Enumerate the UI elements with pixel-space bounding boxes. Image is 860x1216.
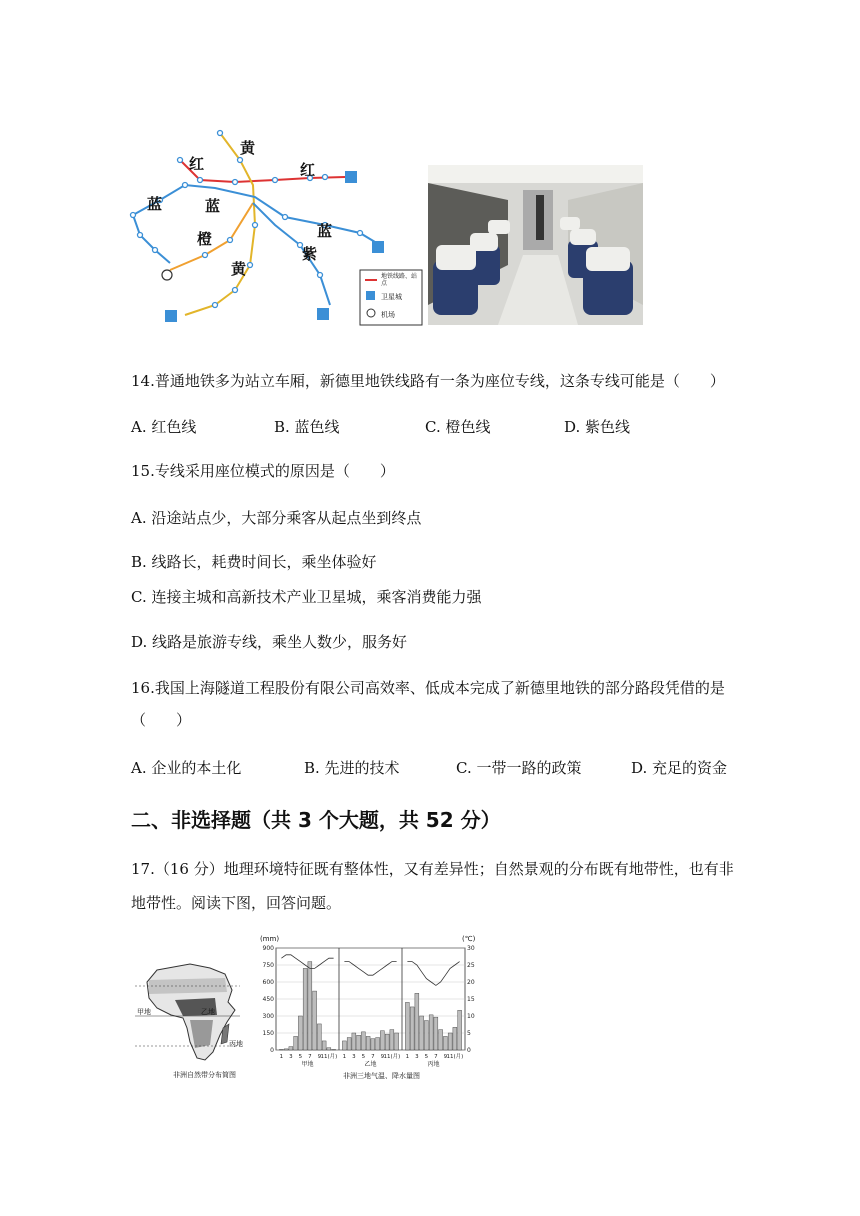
month-tick-label: 7	[371, 1054, 375, 1060]
precip-bar	[395, 1033, 399, 1050]
left-tick-label: 900	[262, 945, 274, 952]
map-caption: 非洲自然带分布简图	[173, 1071, 236, 1079]
metro-map-svg	[125, 125, 425, 330]
panel-label: 丙地	[427, 1061, 440, 1068]
panel-label: 甲地	[301, 1061, 314, 1068]
month-tick-label: 9	[317, 1054, 322, 1060]
precip-bar	[429, 1015, 433, 1050]
chart-caption: 非洲三地气温、降水量图	[343, 1072, 420, 1080]
question-14-option-a[interactable]: A. 红色线	[131, 418, 197, 436]
question-14-option-c[interactable]: C. 橙色线	[425, 418, 491, 436]
precip-bar	[317, 1024, 321, 1050]
metro-map-figure	[125, 125, 425, 330]
question-16-option-d[interactable]: D. 充足的资金	[631, 759, 728, 777]
map-label-yellow-south: 黄	[231, 260, 247, 278]
section-2-title: 二、非选择题（共 3 个大题，共 52 分）	[131, 808, 501, 832]
precip-bar	[405, 1002, 409, 1050]
left-tick-label: 150	[262, 1030, 274, 1037]
precip-bar	[376, 1038, 380, 1050]
right-tick-label: 25	[467, 962, 475, 969]
precip-bar	[347, 1038, 351, 1050]
map-label-jia: 甲地	[137, 1008, 151, 1016]
precip-bar	[371, 1039, 375, 1050]
left-tick-label: 750	[262, 962, 274, 969]
climate-chart-svg	[258, 935, 483, 1085]
map-label-yellow-top: 黄	[240, 139, 256, 157]
question-16-option-c[interactable]: C. 一带一路的政策	[456, 759, 582, 777]
temperature-line	[281, 955, 333, 969]
month-tick-label: 11(月)	[320, 1054, 338, 1060]
question-14-option-d[interactable]: D. 紫色线	[564, 418, 631, 436]
precip-bar	[410, 1007, 414, 1050]
right-tick-label: 15	[467, 996, 475, 1003]
question-15-stem: 15.专线采用座位模式的原因是（ ）	[131, 462, 395, 480]
question-16-stem-cont: （ ）	[131, 711, 192, 729]
right-tick-label: 20	[467, 979, 475, 986]
question-16-option-b[interactable]: B. 先进的技术	[304, 759, 400, 777]
africa-map-svg	[135, 960, 255, 1070]
month-tick-label: 5	[361, 1054, 366, 1060]
precip-bar	[366, 1036, 370, 1050]
month-tick-label: 3	[289, 1054, 293, 1060]
month-tick-label: 9	[443, 1054, 448, 1060]
precip-bar	[420, 1016, 424, 1050]
precip-bar	[332, 1049, 336, 1050]
red-line	[180, 160, 345, 182]
month-tick-label: 1	[342, 1054, 347, 1060]
question-17-stem: 17.（16 分）地理环境特征既有整体性，又有差异性；自然景观的分布既有地带性，也有非	[131, 860, 734, 878]
precip-bar	[361, 1032, 365, 1050]
precip-bar	[342, 1041, 346, 1050]
right-tick-label: 10	[467, 1013, 475, 1020]
month-tick-label: 9	[380, 1054, 385, 1060]
left-tick-label: 0	[270, 1047, 274, 1054]
right-tick-label: 5	[467, 1030, 471, 1037]
month-tick-label: 5	[424, 1054, 429, 1060]
panel-label: 乙地	[364, 1061, 377, 1068]
precip-bar	[439, 1030, 443, 1050]
month-tick-label: 1	[405, 1054, 410, 1060]
map-label-purple: 紫	[302, 245, 318, 263]
precip-bar	[308, 962, 312, 1050]
airport-icon	[162, 270, 172, 280]
temperature-line	[344, 962, 396, 976]
month-tick-label: 3	[415, 1054, 419, 1060]
blue-line-west	[133, 215, 170, 263]
precip-bar	[313, 991, 317, 1050]
question-15-option-d[interactable]: D. 线路是旅游专线，乘坐人数少，服务好	[131, 633, 408, 651]
precip-bar	[322, 1041, 326, 1050]
map-label-red-west: 红	[189, 155, 205, 173]
precip-bar	[284, 1049, 288, 1050]
right-tick-label: 30	[467, 945, 475, 952]
right-tick-label: 0	[467, 1047, 471, 1054]
precip-bar	[424, 1021, 428, 1050]
month-tick-label: 5	[298, 1054, 303, 1060]
question-14-stem: 14.普通地铁多为站立车厢，新德里地铁线路有一条为座位专线，这条专线可能是（ ）	[131, 372, 725, 390]
question-17-stem-cont: 地带性。阅读下图，回答问题。	[131, 894, 342, 912]
precip-bar	[390, 1030, 394, 1050]
legend-satellite-city: 卫星城	[381, 293, 402, 301]
month-tick-label: 7	[308, 1054, 312, 1060]
climate-chart-figure	[258, 935, 483, 1085]
map-label-blue-center: 蓝	[205, 197, 221, 215]
precip-bar	[458, 1010, 462, 1050]
map-label-bing: 丙地	[229, 1040, 243, 1048]
precip-bar	[357, 1035, 361, 1050]
precip-bar	[448, 1033, 452, 1050]
map-label-blue-east: 蓝	[317, 222, 333, 240]
precip-bar	[380, 1031, 384, 1050]
precip-bar	[279, 1049, 283, 1050]
precip-bar	[443, 1036, 447, 1050]
precip-bar	[294, 1036, 298, 1050]
train-interior-illustration	[428, 165, 643, 325]
africa-map-figure	[135, 960, 255, 1085]
month-tick-label: 11(月)	[383, 1054, 401, 1060]
legend-airport: 机场	[381, 311, 395, 319]
question-14-option-b[interactable]: B. 蓝色线	[274, 418, 340, 436]
left-axis-unit: (mm)	[260, 935, 280, 943]
month-tick-label: 3	[352, 1054, 356, 1060]
map-label-orange: 橙	[197, 230, 213, 248]
precip-bar	[298, 1016, 302, 1050]
right-axis-unit: (℃)	[462, 935, 476, 943]
legend-line-station: 地铁线路、站点	[381, 273, 418, 287]
map-label-blue-west: 蓝	[147, 195, 163, 213]
left-tick-label: 300	[262, 1013, 274, 1020]
left-tick-label: 600	[262, 979, 274, 986]
precip-bar	[327, 1048, 331, 1050]
question-15-option-a[interactable]: A. 沿途站点少，大部分乘客从起点坐到终点	[131, 509, 422, 527]
precip-bar	[303, 968, 307, 1050]
left-tick-label: 450	[262, 996, 274, 1003]
precip-bar	[434, 1017, 438, 1050]
question-16-option-a[interactable]: A. 企业的本土化	[131, 759, 242, 777]
question-16-stem: 16.我国上海隧道工程股份有限公司高效率、低成本完成了新德里地铁的部分路段凭借的是	[131, 679, 725, 697]
map-label-red-east: 红	[300, 161, 316, 179]
train-interior-photo	[428, 165, 643, 325]
precip-bar	[415, 993, 419, 1050]
precip-bar	[385, 1034, 389, 1050]
question-15-option-c[interactable]: C. 连接主城和高新技术产业卫星城，乘客消费能力强	[131, 588, 482, 606]
map-label-yi: 乙地	[201, 1008, 215, 1016]
month-tick-label: 7	[434, 1054, 438, 1060]
precip-bar	[453, 1027, 457, 1050]
blue-line	[133, 185, 380, 245]
precip-bar	[289, 1047, 293, 1050]
month-tick-label: 11(月)	[446, 1054, 464, 1060]
precip-bar	[352, 1033, 356, 1050]
question-15-option-b[interactable]: B. 线路长，耗费时间长，乘坐体验好	[131, 553, 377, 571]
month-tick-label: 1	[279, 1054, 284, 1060]
